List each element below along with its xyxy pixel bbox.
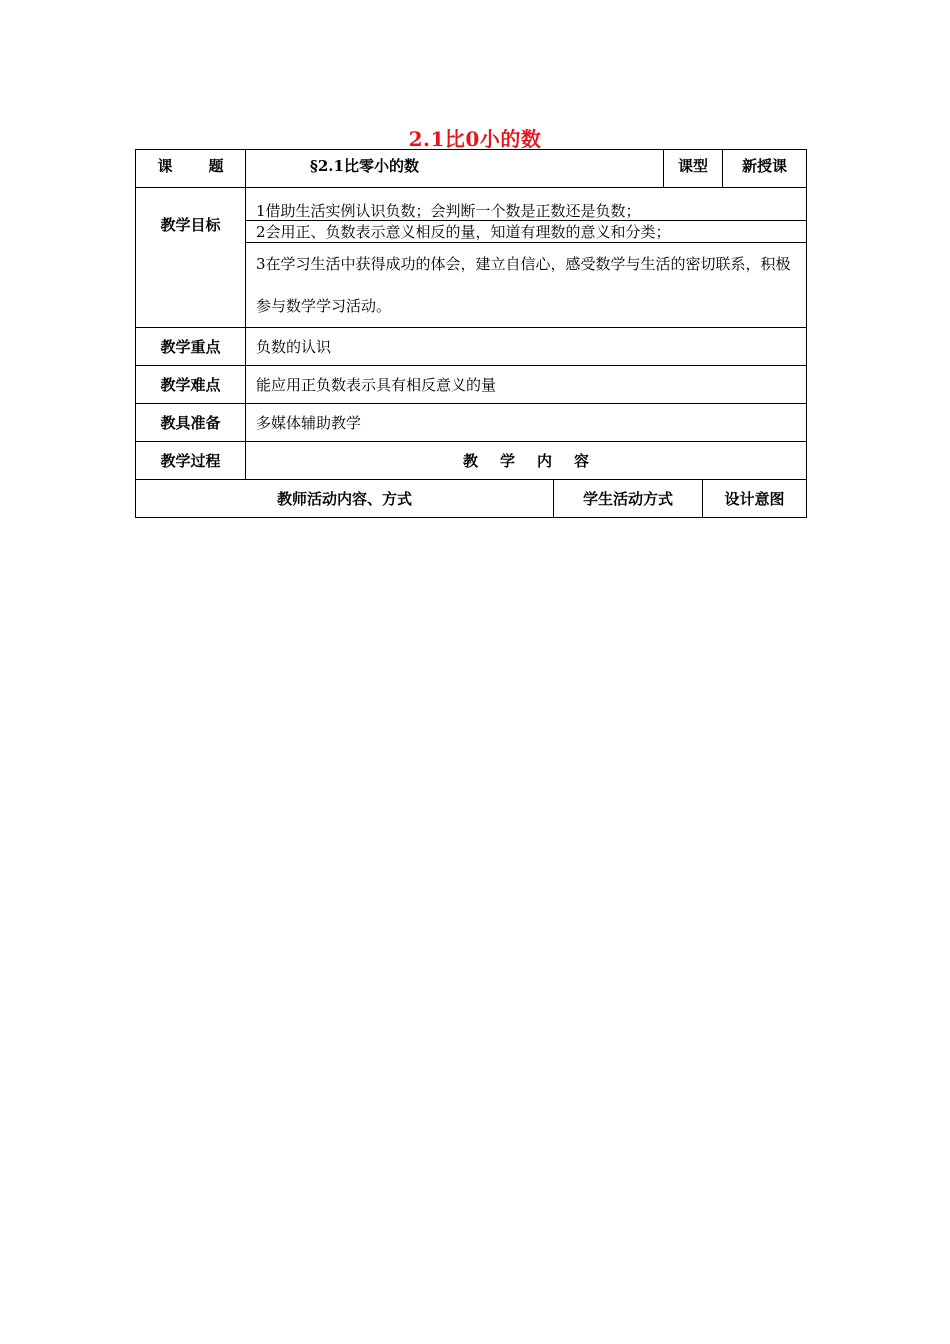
activity-header-row — [136, 480, 807, 518]
focus-value: 负数的认识 — [246, 328, 807, 366]
objectives-label-text: 教学目标 — [160, 216, 221, 234]
objective-3 — [246, 243, 807, 328]
difficulty-label: 教学难点 — [136, 366, 246, 404]
topic-row — [136, 150, 807, 188]
materials-value: 多媒体辅助教学 — [246, 404, 807, 442]
content-header-char-4: 容 — [574, 452, 590, 470]
objective-3-text: 3在学习生活中获得成功的体会，建立自信心，感受数学与生活的密切联系，积极参与数学学习活动。 — [256, 255, 791, 315]
difficulty-value: 能应用正负数表示具有相反意义的量 — [246, 366, 807, 404]
content-header-char-3: 内 — [537, 452, 553, 470]
topic-label-char-2: 题 — [208, 157, 224, 175]
type-value: 新授课 — [723, 150, 807, 188]
process-row — [136, 442, 807, 480]
focus-label: 教学重点 — [136, 328, 246, 366]
focus-row — [136, 328, 807, 366]
type-label: 课型 — [664, 150, 723, 188]
document-title: 2.1比0小的数 — [408, 127, 542, 151]
objective-2-text: 2会用正、负数表示意义相反的量，知道有理数的意义和分类； — [256, 222, 671, 241]
content-header-char-1: 教 — [462, 452, 478, 470]
objective-1 — [246, 188, 807, 221]
process-label: 教学过程 — [136, 442, 246, 480]
materials-row — [136, 404, 807, 442]
design-intent-header: 设计意图 — [703, 480, 807, 518]
lesson-plan-table — [135, 149, 807, 518]
materials-label: 教具准备 — [136, 404, 246, 442]
objective-row-1 — [136, 188, 807, 221]
teacher-activity-header: 教师活动内容、方式 — [136, 480, 554, 518]
objective-2 — [246, 221, 807, 243]
student-activity-header: 学生活动方式 — [554, 480, 703, 518]
content-header-char-2: 学 — [500, 452, 516, 470]
topic-label — [136, 150, 246, 188]
topic-value: §2.1比零小的数 — [246, 150, 664, 188]
topic-label-char-1: 课 — [157, 157, 173, 175]
objective-1-text: 1借助生活实例认识负数；会判断一个数是正数还是负数； — [256, 202, 641, 220]
difficulty-row — [136, 366, 807, 404]
objectives-label — [136, 188, 246, 328]
content-header — [246, 442, 807, 480]
